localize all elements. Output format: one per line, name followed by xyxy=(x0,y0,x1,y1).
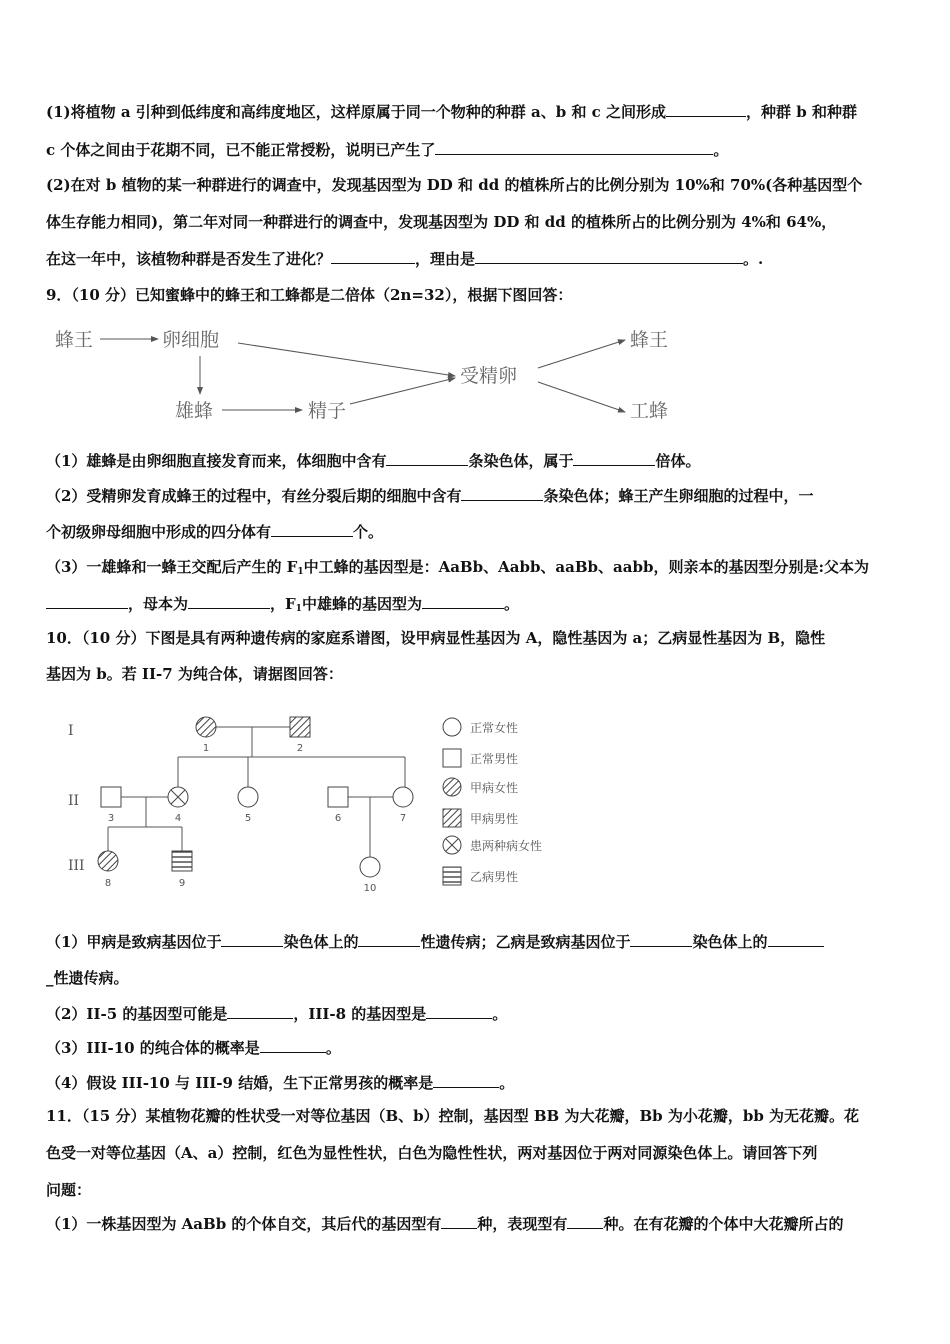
legend-normal-male-label: 正常男性 xyxy=(470,752,519,766)
generation-I-label: I xyxy=(68,723,74,739)
sperm-label: 精子 xyxy=(308,400,347,422)
q11-header-line3: 问题： xyxy=(46,1181,92,1199)
individual-8-affected-female xyxy=(98,851,118,871)
answer-blank[interactable] xyxy=(331,249,415,264)
q11-header-line2: 色受一对等位基因（A、a）控制，红色为显性性状，白色为隐性性状，两对基因位于两对同源染色体上。请回答下列 xyxy=(46,1144,818,1162)
q10-sub2: （2）II-5 的基因型可能是 ，III-8 的基因型是 。 xyxy=(46,1005,508,1023)
q10-sub3: （3）III-10 的纯合体的概率是 。 xyxy=(46,1039,341,1057)
arrow-sperm-zygote xyxy=(350,378,455,404)
individual-10-number: 10 xyxy=(363,883,377,894)
answer-blank[interactable] xyxy=(433,1073,499,1088)
worker-label: 工蜂 xyxy=(630,400,669,422)
arrow-zygote-queen xyxy=(538,340,625,368)
arrow-zygote-worker xyxy=(538,382,625,412)
q9-header: 9．（10 分）已知蜜蜂中的蜂王和工蜂都是二倍体（2n=32），根据下图回答： xyxy=(46,286,573,304)
answer-blank[interactable] xyxy=(461,486,543,501)
individual-9-number: 9 xyxy=(178,878,186,889)
answer-blank[interactable] xyxy=(768,932,824,947)
q10-header-line1: 10．（10 分）下图是具有两种遗传病的家庭系谱图，设甲病显性基因为 A，隐性基因为 a；乙病显性基因为 B，隐性 xyxy=(46,629,826,647)
individual-9-disease-b-male xyxy=(172,851,192,871)
answer-blank[interactable] xyxy=(630,932,692,947)
legend-b-male-label: 乙病男性 xyxy=(470,870,519,884)
individual-2-number: 2 xyxy=(296,743,304,754)
answer-blank[interactable] xyxy=(386,451,468,466)
q11-header-line1: 11．（15 分）某植物花瓣的性状受一对等位基因（B、b）控制，基因型 BB 为大花瓣，Bb 为小花瓣，bb 为无花瓣。花 xyxy=(46,1107,860,1125)
q11-sub1: （1）一株基因型为 AaBb 的个体自交，其后代的基因型有 种，表现型有 种。在有花瓣的个体中大花瓣所占的 xyxy=(46,1215,844,1233)
legend-a-female-label: 甲病女性 xyxy=(470,781,519,795)
answer-blank[interactable] xyxy=(422,594,504,609)
answer-blank[interactable] xyxy=(435,140,713,155)
individual-8-number: 8 xyxy=(104,878,112,889)
individual-7-number: 7 xyxy=(399,813,407,824)
q8-part2-line3: 在这一年中，该植物种群是否发生了进化？ ，理由是 。. xyxy=(46,250,764,268)
answer-blank[interactable] xyxy=(567,1214,603,1229)
bee-reproduction-diagram xyxy=(40,316,740,426)
legend-both-female-label: 患两种病女性 xyxy=(470,839,543,853)
legend-both-female-symbol xyxy=(443,836,461,854)
individual-7-normal-female xyxy=(393,787,413,807)
individual-3-number: 3 xyxy=(107,813,115,824)
individual-1-affected-female xyxy=(196,717,216,737)
q9-sub1: （1）雄蜂是由卵细胞直接发育而来，体细胞中含有 条染色体，属于 倍体。 xyxy=(46,452,701,470)
egg-label: 卵细胞 xyxy=(162,329,220,351)
answer-blank[interactable] xyxy=(666,102,746,117)
answer-blank[interactable] xyxy=(221,932,283,947)
individual-2-affected-male xyxy=(290,717,310,737)
legend-normal-female-symbol xyxy=(443,718,461,736)
q9-sub3-line1: （3）一雄蜂和一蜂王交配后产生的 $F_1$中工蜂的基因型是：AaBb、Aabb、aaBb、aabb，则亲本的基因型分别是:父本为 xyxy=(46,558,869,577)
legend-a-male-symbol xyxy=(443,809,461,827)
legend-a-male-label: 甲病男性 xyxy=(470,812,519,826)
answer-blank[interactable] xyxy=(358,932,420,947)
q10-header-line2: 基因为 b。若 II-7 为纯合体，请据图回答： xyxy=(46,665,343,683)
legend-a-female-symbol xyxy=(443,778,461,796)
answer-blank[interactable] xyxy=(260,1038,326,1053)
individual-5-normal-female xyxy=(238,787,258,807)
answer-blank[interactable] xyxy=(271,522,353,537)
legend-b-male-symbol xyxy=(443,867,461,885)
q9-sub3-line2: ，母本为 ，$F_1$中雄蜂的基因型为 。 xyxy=(46,594,519,619)
individual-6-number: 6 xyxy=(334,813,342,824)
individual-3-normal-male xyxy=(101,787,121,807)
answer-blank[interactable] xyxy=(188,594,270,609)
q8-part1-line1: (1)将植物 a 引种到低纬度和高纬度地区，这样原属于同一个物种的种群 a、b 和 c 之间形成 ，种群 b 和种群 xyxy=(46,103,857,121)
q9-sub2-line2: 个初级卵母细胞中形成的四分体有 个。 xyxy=(46,523,384,541)
pedigree-chart xyxy=(60,705,580,900)
pedigree-legend xyxy=(443,718,542,885)
queen-offspring-label: 蜂王 xyxy=(630,329,669,351)
generation-II-label: II xyxy=(68,793,80,809)
legend-normal-male-symbol xyxy=(443,749,461,767)
answer-blank[interactable] xyxy=(441,1214,477,1229)
q10-sub4: （4）假设 III-10 与 III-9 结婚，生下正常男孩的概率是 。 xyxy=(46,1074,515,1092)
legend-normal-female-label: 正常女性 xyxy=(470,721,519,735)
individual-6-normal-male xyxy=(328,787,348,807)
answer-blank[interactable] xyxy=(46,594,128,609)
answer-blank[interactable] xyxy=(426,1004,492,1019)
q10-sub1-line1: （1）甲病是致病基因位于 染色体上的 性遗传病；乙病是致病基因位于 染色体上的 xyxy=(46,932,824,952)
generation-III-label: III xyxy=(68,858,85,874)
q8-part1-line2: c 个体之间由于花期不同，已不能正常授粉，说明已产生了 。 xyxy=(46,141,729,159)
individual-5-number: 5 xyxy=(244,813,252,824)
answer-blank[interactable] xyxy=(475,249,743,264)
q9-sub2-line1: （2）受精卵发育成蜂王的过程中，有丝分裂后期的细胞中含有 条染色体；蜂王产生卵细胞的过程中，一 xyxy=(46,487,814,505)
q8-part2-line2: 体生存能力相同)，第二年对同一种群进行的调查中，发现基因型为 DD 和 dd 的植株所占的比例分别为 4%和 64%， xyxy=(46,213,837,231)
queen-label: 蜂王 xyxy=(55,329,94,351)
zygote-label: 受精卵 xyxy=(460,365,518,387)
answer-blank[interactable] xyxy=(227,1004,293,1019)
q10-sub1-line2: _性遗传病。 xyxy=(46,969,129,987)
answer-blank[interactable] xyxy=(573,451,655,466)
q8-part2-line1: (2)在对 b 植物的某一种群进行的调查中，发现基因型为 DD 和 dd 的植株所占的比例分别为 10%和 70%(各种基因型个 xyxy=(46,176,863,194)
individual-1-number: 1 xyxy=(202,743,210,754)
arrow-egg-zygote xyxy=(238,343,455,376)
individual-10-normal-female xyxy=(360,857,380,877)
individual-4-both-diseases-female xyxy=(168,787,188,807)
individual-4-number: 4 xyxy=(174,813,182,824)
drone-label: 雄蜂 xyxy=(175,400,214,422)
